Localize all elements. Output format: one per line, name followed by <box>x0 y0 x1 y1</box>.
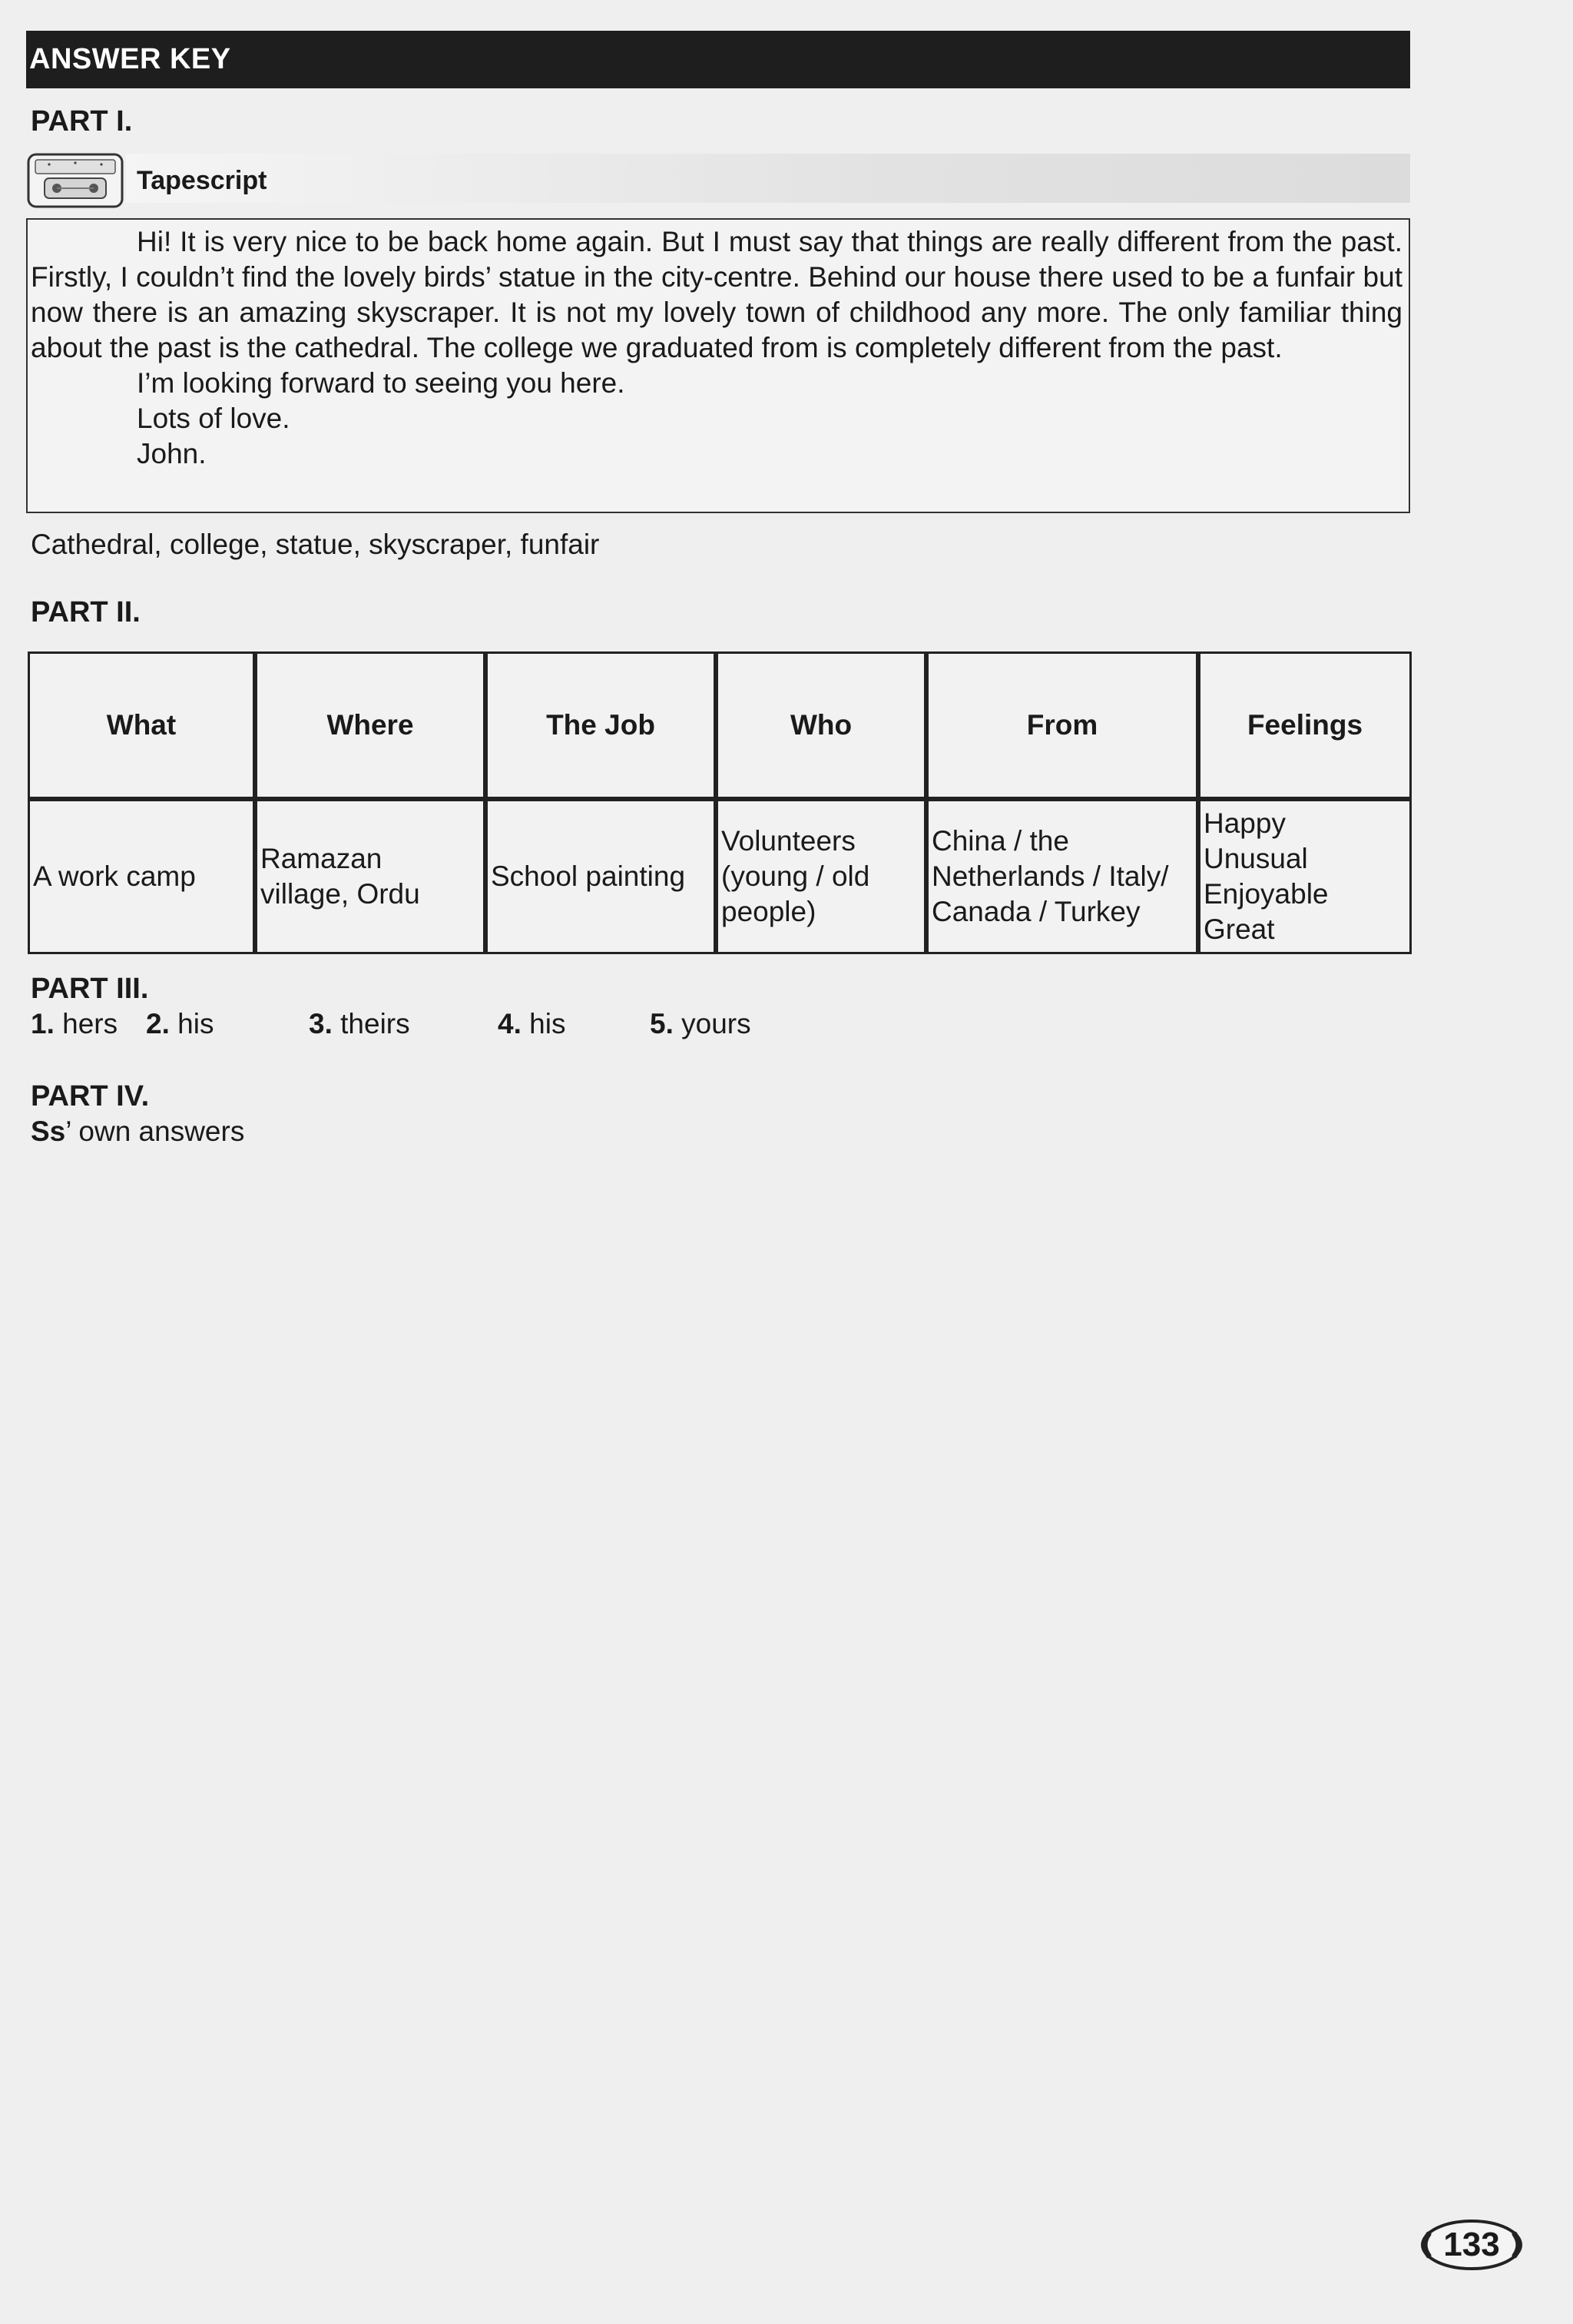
part-3-item-1 <box>31 1008 118 1040</box>
part-3-item-3 <box>309 1008 410 1040</box>
part-4-answer <box>31 1116 244 1148</box>
cell-who <box>716 799 926 954</box>
part-3-item-5 <box>650 1008 751 1040</box>
part-3-item-4 <box>498 1008 565 1040</box>
what-value: A work camp <box>33 860 196 892</box>
part-1-answer: Cathedral, college, statue, skyscraper, funfair <box>31 529 600 560</box>
item-number: 1. <box>31 1008 55 1039</box>
feeling-1: Happy <box>1204 807 1286 839</box>
table-header-row <box>28 651 1412 799</box>
column-header-from: From <box>926 651 1198 799</box>
who-line-2: (young / old <box>721 860 870 892</box>
page-number: 133 <box>1443 2226 1500 2263</box>
item-answer: yours <box>681 1008 751 1039</box>
header-title: ANSWER KEY <box>29 43 231 75</box>
item-answer: hers <box>62 1008 118 1039</box>
cell-feelings <box>1198 799 1412 954</box>
part-4-answer-rest: ’ own answers <box>65 1116 245 1147</box>
from-line-3: Canada / Turkey <box>932 895 1141 927</box>
tapescript-row <box>26 152 1410 209</box>
page-number-badge <box>1418 2217 1525 2273</box>
who-line-1: Volunteers <box>721 824 856 857</box>
cell-job <box>485 799 716 954</box>
column-header-feelings: Feelings <box>1198 651 1412 799</box>
column-header-where: Where <box>255 651 485 799</box>
answer-key-header <box>26 31 1410 88</box>
tapescript-band <box>126 154 1410 203</box>
column-header-what: What <box>28 651 255 799</box>
cell-what <box>28 799 255 954</box>
feeling-4: Great <box>1204 913 1275 945</box>
part-4-heading: PART IV. <box>31 1080 150 1112</box>
item-number: 4. <box>498 1008 522 1039</box>
tapescript-signature: John. <box>137 438 207 469</box>
tapescript-closing-1: I’m looking forward to seeing you here. <box>137 367 625 399</box>
tapescript-box <box>26 218 1410 513</box>
feeling-3: Enjoyable <box>1204 877 1329 910</box>
cell-where <box>255 799 485 954</box>
tapescript-paragraph: Hi! It is very nice to be back home again. But I must say that things are really different from the past. Firstly, I couldn’t find the lovely birds’ statue in the city-centre. Behind our house there used to be a funfair but now there is an amazing skyscraper. It is not my lovely town of childhood any more. The only familiar thing about the past is the cathedral. The college we graduated from is completely different from the past. <box>31 226 1402 363</box>
where-line-2: village, Ordu <box>260 877 420 910</box>
item-answer: theirs <box>340 1008 410 1039</box>
part-2-table <box>28 651 1412 954</box>
tapescript-closing-2: Lots of love. <box>137 403 290 434</box>
cell-from <box>926 799 1198 954</box>
job-value: School painting <box>491 860 686 892</box>
item-number: 2. <box>146 1008 170 1039</box>
part-3-heading: PART III. <box>31 973 149 1005</box>
from-line-2: Netherlands / Italy/ <box>932 860 1169 892</box>
column-header-job: The Job <box>485 651 716 799</box>
where-line-1: Ramazan <box>260 842 382 874</box>
item-answer: his <box>529 1008 566 1039</box>
who-line-3: people) <box>721 895 816 927</box>
item-number: 5. <box>650 1008 674 1039</box>
item-number: 3. <box>309 1008 333 1039</box>
part-2-heading: PART II. <box>31 596 141 628</box>
from-line-1: China / the <box>932 824 1069 857</box>
part-3-item-2 <box>146 1008 214 1040</box>
cassette-tape-icon <box>26 152 124 209</box>
item-answer: his <box>177 1008 214 1039</box>
table-row <box>28 799 1412 954</box>
part-4-answer-bold: Ss <box>31 1116 66 1147</box>
feeling-2: Unusual <box>1204 842 1308 874</box>
tapescript-label: Tapescript <box>137 166 267 195</box>
part-1-heading: PART I. <box>31 105 133 138</box>
column-header-who: Who <box>716 651 926 799</box>
